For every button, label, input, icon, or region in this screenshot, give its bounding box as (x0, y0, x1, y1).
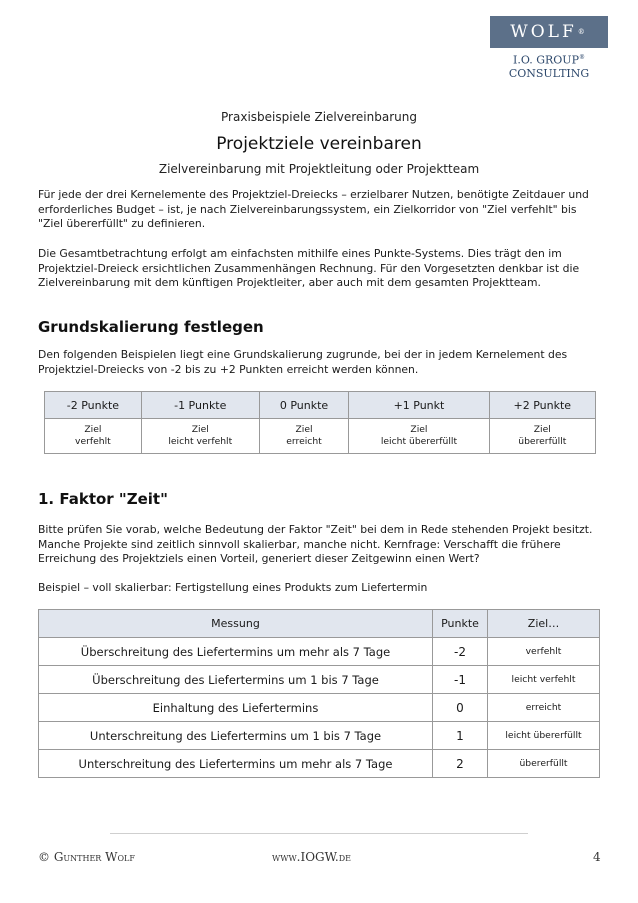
table-row (39, 638, 600, 666)
scale-cell: Ziel leicht übererfüllt (349, 419, 489, 454)
scale-body-row (45, 419, 596, 454)
cell-punkte: 0 (433, 694, 488, 722)
intro-paragraph-1: Für jede der drei Kernelemente des Projektziel-Dreiecks – erzielbarer Nutzen, benötigte Zeitdauer und erforderliches Budget – ist, je nach Zielvereinbarungssystem, ein Zielkorridor von "Ziel verfehlt" bis "Ziel übererfüllt" zu definieren. (38, 188, 589, 231)
section-heading-grundskalierung: Grundskalierung festlegen (38, 318, 264, 336)
cell-messung: Unterschreitung des Liefertermins um mehr als 7 Tage (39, 750, 433, 778)
section-heading-faktor-zeit: 1. Faktor "Zeit" (38, 490, 168, 508)
header-ziel: Ziel… (488, 610, 600, 638)
cell-punkte: -1 (433, 666, 488, 694)
example-caption: Beispiel – voll skalierbar: Fertigstellung eines Produkts zum Liefertermin (38, 581, 428, 594)
scale-header-cell: +1 Punkt (349, 392, 489, 419)
cell-ziel: übererfüllt (488, 750, 600, 778)
logo-line2: CONSULTING (508, 66, 590, 80)
scale-cell: Ziel leicht verfehlt (141, 419, 259, 454)
cell-punkte: 2 (433, 750, 488, 778)
company-logo (490, 16, 608, 82)
cell-messung: Unterschreitung des Liefertermins um 1 bis 7 Tage (39, 722, 433, 750)
document-title: Projektziele vereinbaren (216, 134, 422, 154)
document-kicker: Praxisbeispiele Zielvereinbarung (221, 110, 417, 124)
logo-subtitle (490, 48, 608, 82)
section-text-grundskalierung: Den folgenden Beispielen liegt eine Grundskalierung zugrunde, bei der in jedem Kernelement des Projektziel-Dreiecks von -2 bis zu +2 Punkten erreicht werden können. (38, 348, 568, 376)
scale-header-cell: -2 Punkte (45, 392, 142, 419)
scale-header-cell: -1 Punkte (141, 392, 259, 419)
scale-cell: Ziel verfehlt (45, 419, 142, 454)
logo-line1-mark: ® (578, 54, 585, 61)
table-row (39, 722, 600, 750)
scale-cell: Ziel übererfüllt (489, 419, 595, 454)
scale-header-cell: 0 Punkte (259, 392, 349, 419)
cell-messung: Überschreitung des Liefertermins um 1 bis 7 Tage (39, 666, 433, 694)
header-punkte: Punkte (433, 610, 488, 638)
cell-ziel: erreicht (488, 694, 600, 722)
table-row (39, 750, 600, 778)
footer-divider (110, 833, 528, 834)
page-number: 4 (593, 850, 601, 864)
measurement-table (38, 609, 600, 778)
table-row (39, 666, 600, 694)
section-text-faktor-zeit: Bitte prüfen Sie vorab, welche Bedeutung der Faktor "Zeit" bei dem in Rede stehenden Projekt besitzt. Manche Projekte sind zeitlich sinnvoll skalierbar, manche nicht. Kernfrage: Verschafft die frühere Erreichung des Projektziels einen Vorteil, generiert dieser Zeitgewinn einen Wert? (38, 523, 593, 566)
scale-header-cell: +2 Punkte (489, 392, 595, 419)
scale-table (44, 391, 596, 454)
table-row (39, 694, 600, 722)
scale-header-row (45, 392, 596, 419)
cell-punkte: -2 (433, 638, 488, 666)
cell-punkte: 1 (433, 722, 488, 750)
header-messung: Messung (39, 610, 433, 638)
cell-ziel: leicht verfehlt (488, 666, 600, 694)
footer-copyright: © Gunther Wolf (38, 850, 135, 864)
measurement-header-row (39, 610, 600, 638)
logo-brand-box (490, 16, 608, 48)
logo-line1: I.O. GROUP (513, 53, 579, 67)
logo-brand-mark: ® (577, 28, 588, 36)
cell-ziel: leicht übererfüllt (488, 722, 600, 750)
cell-ziel: verfehlt (488, 638, 600, 666)
footer-website-link[interactable]: www.IOGW.de (272, 850, 351, 864)
intro-paragraph-2: Die Gesamtbetrachtung erfolgt am einfachsten mithilfe eines Punkte-Systems. Dies trägt den im Projektziel-Dreieck ersichtlichen Zusammenhängen Rechnung. Für den Vorgesetzten denkbar ist die Zielvereinbarung mit dem künftigen Projektleiter, aber auch mit dem gesamten Projektteam. (38, 247, 580, 290)
document-subtitle: Zielvereinbarung mit Projektleitung oder Projektteam (158, 162, 480, 176)
scale-cell: Ziel erreicht (259, 419, 349, 454)
logo-brand: WOLF (510, 22, 577, 42)
cell-messung: Überschreitung des Liefertermins um mehr als 7 Tage (39, 638, 433, 666)
cell-messung: Einhaltung des Liefertermins (39, 694, 433, 722)
